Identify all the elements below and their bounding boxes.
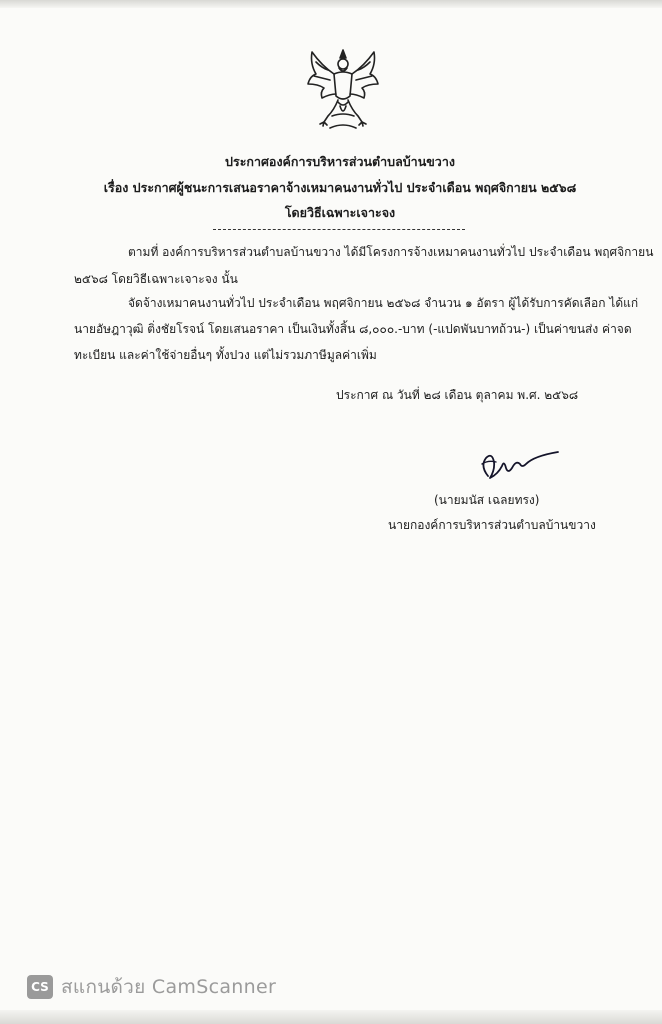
camscanner-text: สแกนด้วย CamScanner (61, 976, 277, 998)
paragraph-2-line-3: ทะเบียน และค่าใช้จ่ายอื่นๆ ทั้งปวง แต่ไม่รวมภาษีมูลค่าเพิ่ม (74, 348, 377, 362)
scan-top-edge (0, 0, 662, 8)
paragraph-2-line-2: นายอัษฎาวุฒิ ติ่งชัยโรจน์ โดยเสนอราคา เป็นเงินทั้งสิ้น ๘,๐๐๐.-บาท (-แปดพันบาทถ้วน-) เป็นค่าขนส่ง ค่าจด (74, 322, 632, 336)
paragraph-1-line-1: ตามที่ องค์การบริหารส่วนตำบลบ้านขวาง ได้มีโครงการจ้างเหมาคนงานทั่วไป ประจำเดือน พฤศจิกายน (128, 245, 654, 259)
announcement-date: ประกาศ ณ วันที่ ๒๘ เดือน ตุลาคม พ.ศ. ๒๕๖๘ (336, 388, 579, 402)
scan-bottom-edge (0, 1010, 662, 1024)
camscanner-logo-icon: CS (27, 975, 53, 999)
paragraph-1-line-2: ๒๕๖๘ โดยวิธีเฉพาะเจาะจง นั้น (74, 272, 238, 286)
signatory-name: (นายมนัส เฉลยทรง) (434, 493, 540, 507)
signatory-title: นายกองค์การบริหารส่วนตำบลบ้านขวาง (388, 518, 596, 532)
handwritten-signature (474, 446, 560, 486)
garuda-emblem-icon (302, 44, 384, 134)
paragraph-2-line-1: จัดจ้างเหมาคนงานทั่วไป ประจำเดือน พฤศจิกายน ๒๕๖๘ จำนวน ๑ อัตรา ผู้ได้รับการคัดเลือก ได้แก่ (128, 296, 639, 310)
camscanner-watermark (27, 974, 276, 1000)
announcement-subject: เรื่อง ประกาศผู้ชนะการเสนอราคาจ้างเหมาคนงานทั่วไป ประจำเดือน พฤศจิกายน ๒๕๖๘ (103, 180, 577, 195)
heading-divider (213, 229, 465, 230)
announcement-heading: ประกาศองค์การบริหารส่วนตำบลบ้านขวาง (225, 154, 455, 169)
announcement-method: โดยวิธีเฉพาะเจาะจง (284, 205, 396, 220)
